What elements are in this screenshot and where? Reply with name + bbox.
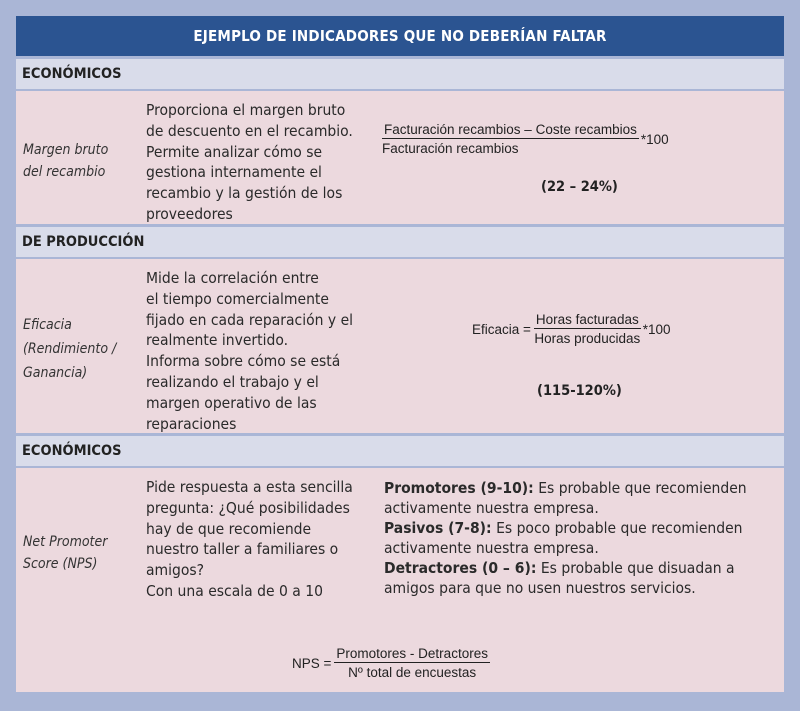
nps-category-promotores	[384, 478, 774, 498]
description-line: margen operativo de las	[146, 393, 317, 412]
indicators-table	[16, 16, 784, 692]
indicator-name	[23, 139, 108, 183]
formula-eficacia	[472, 312, 671, 346]
formula-denominator: Facturación recambios	[382, 141, 519, 156]
description-line: fijado en cada reparación y el	[146, 310, 354, 329]
formula-multiplier: *100	[642, 321, 671, 337]
target-range: (22 – 24%)	[541, 179, 618, 195]
indicator-row-nps	[16, 468, 784, 692]
formula-prefix: Eficacia =	[472, 321, 531, 337]
indicator-name-line: Ganancia)	[23, 365, 88, 381]
formula-numerator: Facturación recambios – Coste recambios	[384, 122, 637, 137]
formula-fraction	[534, 312, 641, 346]
category-text: Es poco probable que recomienden	[491, 519, 743, 537]
indicator-name-line: Score (NPS)	[23, 556, 98, 572]
indicator-description	[146, 268, 376, 434]
description-line: recambio y la gestión de los	[146, 184, 343, 203]
description-line: el tiempo comercialmente	[146, 289, 329, 308]
formula-fraction	[382, 122, 639, 156]
category-text: Es probable que disuadan a	[536, 559, 735, 577]
formula-denominator: Horas producidas	[534, 331, 641, 346]
indicator-row-margen	[16, 91, 784, 224]
indicator-description	[146, 100, 376, 225]
formula-prefix: NPS =	[292, 655, 332, 671]
description-line: nuestro taller a familiares o	[146, 540, 339, 559]
formula-denominator: Nº total de encuestas	[348, 665, 477, 680]
description-line: Mide la correlación entre	[146, 269, 319, 287]
description-line: realizando el trabajo y el	[146, 372, 319, 391]
category-text: activamente nuestra empresa.	[384, 499, 599, 517]
description-line: Informa sobre cómo se está	[146, 352, 341, 371]
description-line: gestiona internamente el	[146, 163, 322, 182]
indicator-row-eficacia	[16, 259, 784, 433]
indicator-name	[23, 313, 116, 385]
section-heading-economicos-nps: ECONÓMICOS	[16, 436, 784, 466]
formula-numerator: Horas facturadas	[535, 312, 639, 327]
section-heading-produccion: DE PRODUCCIÓN	[16, 227, 784, 257]
description-line: de descuento en el recambio.	[146, 121, 353, 140]
target-range: (115-120%)	[537, 383, 622, 399]
category-label: Pasivos (7-8):	[384, 519, 492, 537]
description-line: hay de que recomiende	[146, 519, 312, 538]
formula-nps	[292, 646, 490, 680]
indicator-name-line: (Rendimiento /	[23, 341, 117, 357]
indicator-name	[23, 531, 107, 575]
category-text: amigos para que no usen nuestros servicios.	[384, 579, 696, 597]
nps-categories	[384, 478, 774, 598]
description-line: amigos?	[146, 561, 205, 580]
indicator-name-line: Eficacia	[23, 317, 72, 333]
nps-category-pasivos	[384, 518, 774, 538]
description-line: Pide respuesta a esta sencilla	[146, 478, 353, 496]
category-label: Detractores (0 – 6):	[384, 559, 537, 577]
category-text: Es probable que recomienden	[533, 479, 747, 497]
indicator-name-line: del recambio	[23, 164, 106, 180]
table-title: EJEMPLO DE INDICADORES QUE NO DEBERÍAN FALTAR	[16, 16, 784, 56]
description-line: reparaciones	[146, 414, 237, 433]
description-line: Proporciona el margen bruto	[146, 101, 346, 119]
indicator-name-line: Net Promoter	[23, 534, 108, 550]
description-line: proveedores	[146, 204, 233, 223]
description-line: realmente invertido.	[146, 331, 289, 350]
formula-numerator: Promotores - Detractores	[336, 646, 488, 661]
category-label: Promotores (9-10):	[384, 479, 534, 497]
indicator-description	[146, 477, 376, 602]
description-line: Permite analizar cómo se	[146, 142, 323, 161]
category-text: activamente nuestra empresa.	[384, 539, 599, 557]
formula-fraction	[334, 646, 490, 680]
nps-category-detractores	[384, 558, 774, 578]
formula-multiplier: *100	[640, 131, 669, 147]
formula-margen	[382, 122, 669, 156]
description-line: Con una escala de 0 a 10	[146, 581, 323, 600]
indicator-name-line: Margen bruto	[23, 142, 109, 158]
section-heading-economicos: ECONÓMICOS	[16, 59, 784, 89]
description-line: pregunta: ¿Qué posibilidades	[146, 498, 350, 517]
